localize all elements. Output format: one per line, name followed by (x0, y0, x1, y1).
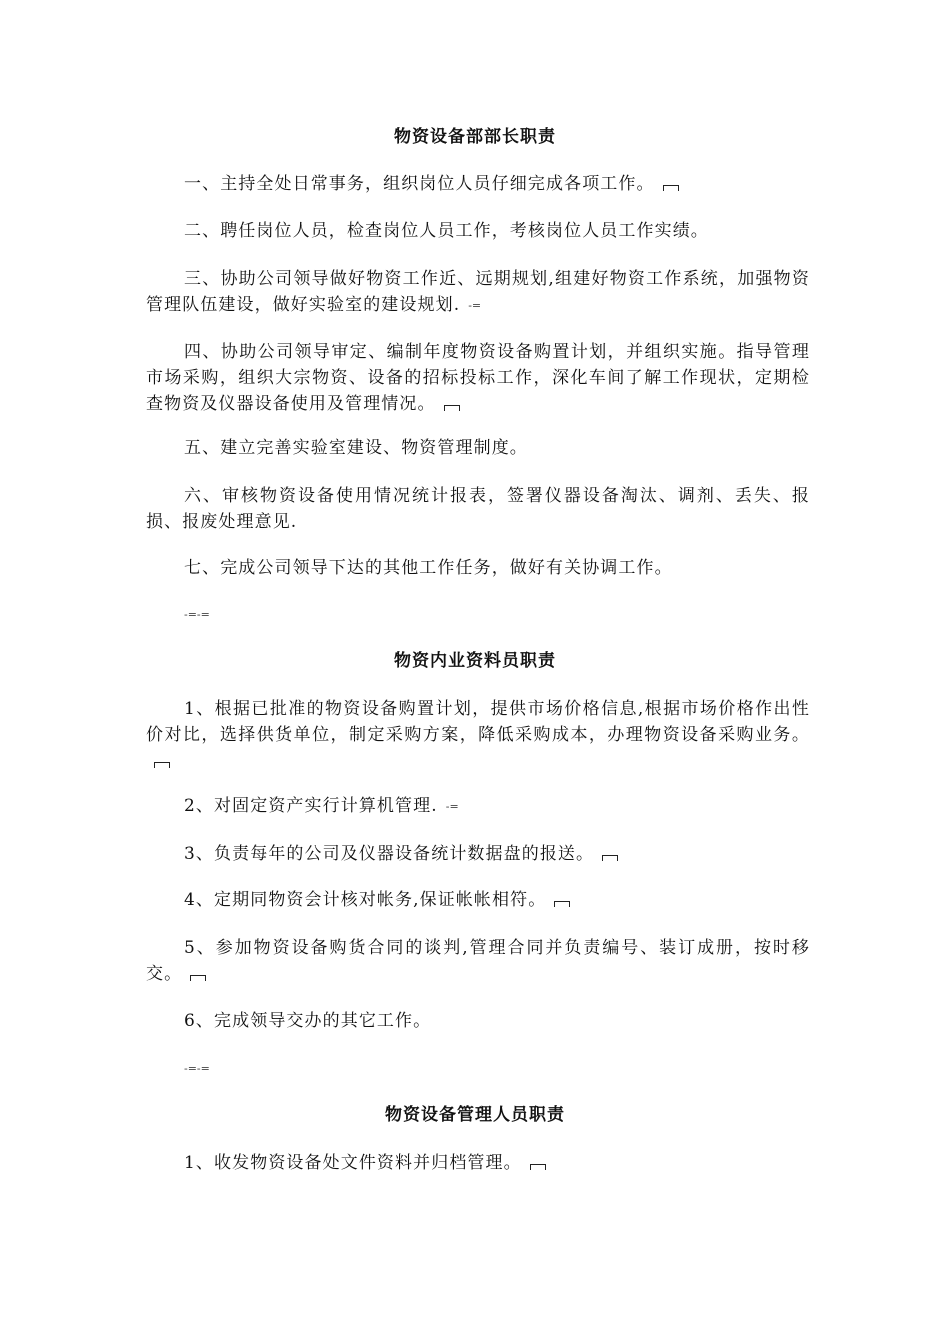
bracket-mark-icon (190, 975, 206, 981)
paragraph: 二、聘任岗位人员，检查岗位人员工作，考核岗位人员工作实绩。 (184, 221, 709, 241)
paragraph: 四、协助公司领导审定、编制年度物资设备购置计划，并组织实施。指导管理市场采购，组织大宗物资、设备的招标投标工作，深化车间了解工作现状，定期检查物资及仪器设备使用及管理情况。 (146, 342, 810, 414)
separator-mark: -=-= (184, 1062, 210, 1075)
bracket-mark-icon (663, 185, 679, 191)
section-title: 物资内业资料员职责 (394, 651, 556, 671)
bracket-mark-icon (554, 901, 570, 907)
bracket-mark-icon (602, 855, 618, 861)
paragraph: 1、收发物资设备处文件资料并归档管理。 (146, 1150, 810, 1176)
paragraph: 五、建立完善实验室建设、物资管理制度。 (184, 438, 528, 458)
paragraph: 5、参加物资设备购货合同的谈判,管理合同并负责编号、装订成册，按时移交。 (146, 938, 810, 984)
inline-mark: -= (468, 299, 482, 312)
paragraph: 七、完成公司领导下达的其他工作任务，做好有关协调工作。 (184, 558, 673, 578)
paragraph: 4、定期同物资会计核对帐务,保证帐帐相符。 (146, 887, 810, 913)
inline-mark: -= (445, 800, 459, 813)
section-title: 物资设备部部长职责 (394, 127, 556, 147)
section-title: 物资设备管理人员职责 (385, 1105, 565, 1125)
paragraph: 1、根据已批准的物资设备购置计划，提供市场价格信息,根据市场价格作出性价对比，选择供货单位，制定采购方案，降低采购成本，办理物资设备采购业务。 (146, 696, 810, 774)
paragraph: 6、完成领导交办的其它工作。 (184, 1011, 432, 1031)
bracket-mark-icon (530, 1164, 546, 1170)
paragraph: 三、协助公司领导做好物资工作近、远期规划,组建好物资工作系统，加强物资管理队伍建设，做好实验室的建设规划. -= (146, 269, 810, 315)
paragraph: 一、主持全处日常事务，组织岗位人员仔细完成各项工作。 (146, 171, 810, 197)
paragraph: 六、审核物资设备使用情况统计报表，签署仪器设备淘汰、调剂、丢失、报损、报废处理意见. (146, 486, 810, 532)
paragraph: 2、对固定资产实行计算机管理. -= (184, 796, 459, 816)
paragraph: 3、负责每年的公司及仪器设备统计数据盘的报送。 (146, 841, 810, 867)
bracket-mark-icon (154, 762, 170, 768)
bracket-mark-icon (444, 405, 460, 411)
separator-mark: -=-= (184, 608, 210, 621)
